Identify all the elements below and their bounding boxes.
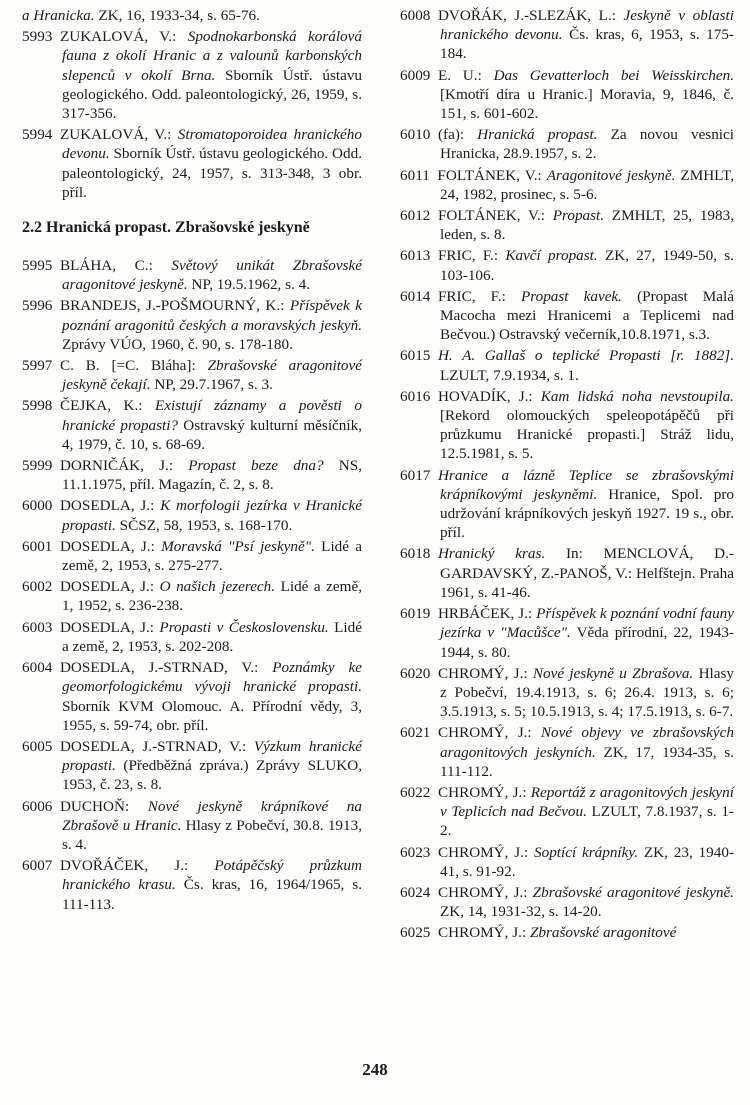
entry-number: 5993	[22, 28, 53, 46]
entry-details: ZK, 17, 1934-35, s. 111-112.	[440, 743, 734, 780]
entry-author: FOLTÁNEK, V.:	[437, 207, 553, 225]
entry-number: 6011	[400, 166, 430, 184]
entry-number: 6006	[22, 797, 53, 815]
bibliography-entry	[22, 456, 362, 494]
entry-details: [Rekord olomouckých speleopotápěčů při průzkumu Hranické propasti.] Stráž lidu, 12.5.1981, s. 5.	[440, 407, 734, 463]
entry-details: NS, 11.1.1975, příl. Magazín, č. 2, s. 8.	[62, 457, 362, 494]
bibliography-entry	[22, 737, 362, 795]
bibliography-entry	[400, 544, 734, 602]
entry-number: 6002	[22, 578, 53, 596]
bibliography-entry	[400, 883, 734, 921]
entry-author: HRBÁČEK, J.:	[437, 605, 537, 623]
entry-number: 6018	[400, 545, 431, 563]
entry-number: 6016	[400, 387, 431, 405]
entry-title: Propast kavek.	[520, 287, 622, 305]
bibliography-entry	[22, 797, 362, 855]
entry-details: Hlasy z Pobečví, 30.8. 1913, s. 4.	[62, 816, 362, 853]
entry-number: 6014	[400, 287, 431, 305]
bibliography-entry	[22, 296, 362, 354]
bibliography-entry	[22, 577, 362, 615]
entry-number: 6021	[400, 724, 431, 742]
entry-title: Jeskyně v oblasti hranického devonu.	[440, 7, 734, 44]
bibliography-entry	[400, 664, 734, 722]
entry-details: ZK, 23, 1940-41, s. 91-92.	[440, 843, 734, 880]
bibliography-entry	[22, 356, 362, 394]
bibliography-entry	[400, 466, 734, 543]
entry-author: DUCHOŇ:	[59, 797, 148, 815]
entry-title: Das Gevatterloch bei Weisskirchen.	[493, 66, 735, 84]
entry-details: (Předběžná zpráva.) Zprávy SLUKO, 1953, č. 23, s. 8.	[62, 757, 362, 794]
entry-number: 5996	[22, 297, 53, 315]
bibliography-entry	[400, 783, 734, 841]
entry-title: Reportáž z aragonitových jeskyní v Teplicích nad Bečvou.	[440, 783, 734, 821]
entry-author: CHROMÝ, J.:	[437, 664, 533, 682]
entry-author: DOSEDLA, J.:	[59, 618, 160, 636]
bibliography-entry	[400, 843, 734, 881]
entry-title: Poznámky ke geomorfologickému vývoji hranické propasti.	[62, 659, 362, 696]
entry-title: K morfologii jezírka v Hranické propasti.	[62, 497, 362, 534]
entry-title: Moravská "Psí jeskyně".	[161, 537, 315, 555]
entry-number: 6020	[400, 664, 431, 682]
entry-author: ZUKALOVÁ, V.:	[59, 28, 188, 46]
bibliography-entry	[400, 923, 734, 942]
entry-title: Příspěvek k poznání aragonitů českých a moravských jeskyň.	[62, 297, 362, 334]
bibliography-entry	[22, 537, 362, 575]
entry-number: 6008	[400, 7, 431, 24]
entry-author: DOSEDLA, J.:	[59, 537, 162, 555]
bibliography-entry	[400, 6, 734, 64]
entry-title: Hranický kras.	[437, 545, 546, 563]
entry-author: DVOŘÁK, J.-SLEZÁK, L.:	[437, 7, 624, 24]
entry-details: ZK, 14, 1931-32, s. 14-20.	[440, 903, 602, 921]
entry-number: 5998	[22, 397, 53, 415]
entry-title: Výzkum hranické propasti.	[62, 737, 362, 775]
entry-details: Sborník KVM Olomouc. A. Přírodní vědy, 3, 1955, s. 59-74, obr. příl.	[62, 697, 362, 734]
entry-details: Věda přírodní, 22, 1943-1944, s. 80.	[440, 624, 734, 661]
entry-title: Stromatoporoidea hranického devonu.	[62, 126, 362, 163]
entry-number: 6022	[400, 783, 431, 801]
entry-title: Zbrašovské aragonitové jeskyně.	[532, 883, 734, 901]
entry-number: 6013	[400, 247, 431, 265]
entry-title: Soptící krápníky.	[534, 843, 639, 861]
bibliography-entry	[22, 496, 362, 534]
entry-number: 5999	[22, 457, 53, 475]
entry-title: Zbrašovské aragonitové jeskyně čekají.	[62, 357, 363, 394]
entry-details: [Kmotří díra u Hranic.] Moravia, 9, 1846, č. 151, s. 601-602.	[440, 85, 734, 123]
bibliography-entry	[400, 206, 734, 244]
bibliography-entry	[400, 723, 734, 781]
entry-details: (Propast Malá Macocha mezi Hranicemi a Teplicemi nad Bečvou.) Ostravský večerník,10.8.1971, s.3.	[440, 287, 735, 344]
entry-title: O našich jezerech.	[159, 578, 276, 596]
entry-number: 6019	[400, 605, 431, 623]
entry-title: Propast beze dna?	[188, 457, 324, 475]
bibliography-entry	[22, 6, 362, 25]
entry-details: In: MENCLOVÁ, D.-GARDAVSKÝ, Z.-PANOŠ, V.: Helfštejn. Praha 1961, s. 41-46.	[440, 545, 734, 601]
entry-title: Kavčí propast.	[505, 247, 598, 265]
page-number: 248	[362, 1060, 388, 1079]
entry-details: Lidé a země, 2, 1953, s. 202-208.	[62, 618, 362, 655]
entry-details: LZULT, 7.8.1937, s. 1-2.	[440, 803, 734, 840]
bibliography-entry	[400, 166, 734, 204]
entry-author: E. U.:	[437, 66, 494, 84]
entry-title: Nové objevy ve zbrašovských aragonitových jeskyních.	[440, 724, 734, 761]
left-column	[22, 6, 362, 916]
entry-author: CHROMÝ, J.:	[437, 883, 533, 901]
entry-title: H. A. Gallaš o teplické Propasti [r. 1882].	[437, 347, 734, 365]
entry-author: FRIC, F.:	[437, 287, 521, 305]
entry-details: Sborník Ústř. ústavu geologického. Odd. paleontologický, 24, 1957, s. 313-348, 3 obr. příl.	[62, 145, 362, 201]
entry-author: ČEJKA, K.:	[59, 397, 156, 415]
entry-details: NP, 19.5.1962, s. 4.	[187, 276, 311, 294]
bibliography-entry	[400, 125, 734, 163]
entry-author: CHROMÝ, J.:	[437, 843, 534, 861]
entry-number: 6024	[400, 883, 431, 901]
entry-number: 6003	[22, 618, 53, 636]
entry-number: 6009	[400, 66, 431, 84]
bibliography-entry	[400, 246, 734, 284]
entry-author: FOLTÁNEK, V.:	[437, 166, 547, 184]
entry-number: 6023	[400, 843, 431, 861]
entry-author: DOSEDLA, J.:	[59, 578, 160, 596]
entry-number: 6007	[22, 857, 53, 875]
entry-number: 6012	[400, 207, 431, 225]
entry-title: Spodnokarbonská korálová fauna z okolí Hranic a z valounů karbonských slepenců v okolí Brna.	[62, 28, 362, 84]
entry-author: DVOŘÁČEK, J.:	[59, 857, 215, 875]
entry-title: Hranická propast.	[477, 126, 598, 144]
entry-details: Zprávy VÚO, 1960, č. 90, s. 178-180.	[62, 335, 293, 353]
right-column	[400, 6, 734, 945]
entry-details: Čs. kras, 6, 1953, s. 175-184.	[440, 26, 734, 63]
entry-details: Lidé a země, 2, 1953, s. 275-277.	[62, 537, 362, 575]
entry-number: 5994	[22, 126, 53, 144]
entry-title: a Hranicka.	[22, 7, 95, 24]
entry-number: 6017	[400, 466, 431, 484]
entry-number: 6005	[22, 737, 53, 755]
entry-details: Lidé a země, 1, 1952, s. 236-238.	[62, 578, 362, 615]
bibliography-entry	[22, 658, 362, 735]
entry-number: 5995	[22, 257, 53, 275]
entry-author: BRANDEJS, J.-POŠMOURNÝ, K.:	[59, 297, 290, 315]
entry-author: C. B. [=C. Bláha]:	[59, 357, 208, 375]
bibliography-entry	[22, 27, 362, 123]
entry-author: DOSEDLA, J.:	[59, 497, 161, 515]
entry-details: ZK, 27, 1949-50, s. 103-106.	[440, 247, 734, 284]
entry-details: Sborník Ústř. ústavu geologického. Odd. paleontologický, 26, 1959, s. 317-356.	[62, 66, 363, 123]
bibliography-entry	[22, 256, 362, 294]
entry-details: ZK, 16, 1933-34, s. 65-76.	[94, 7, 260, 24]
entry-title: Nové jeskyně krápníkové na Zbrašově u Hranic.	[62, 797, 362, 834]
entry-details: Ostravský kulturní měsíčník, 4, 1979, č. 10, s. 68-69.	[62, 416, 362, 453]
entry-number: 6001	[22, 537, 53, 555]
bibliography-entry	[22, 618, 362, 656]
entry-number: 6000	[22, 497, 53, 515]
entry-details: Hranice, Spol. pro udržování krápníkových jeskyň 1927. 19 s., obr. příl.	[440, 485, 734, 542]
bibliography-entry	[400, 604, 734, 662]
bibliography-entry	[400, 387, 734, 464]
entry-title: Potápěčský průzkum hranického krasu.	[62, 857, 362, 894]
entry-author: DOSEDLA, J.-STRNAD, V.:	[59, 659, 273, 677]
entry-title: Zbrašovské aragonitové	[529, 924, 677, 942]
entry-details: NP, 29.7.1967, s. 3.	[150, 376, 273, 394]
entry-author: HOVADÍK, J.:	[437, 387, 541, 405]
entry-number: 5997	[22, 357, 53, 375]
entry-author: DORNIČÁK, J.:	[59, 457, 189, 475]
bibliography-entry	[22, 856, 362, 914]
entry-author: DOSEDLA, J.-STRNAD, V.:	[59, 737, 254, 755]
entry-details: Za novou vesnici Hranicka, 28.9.1957, s. 2.	[440, 126, 734, 163]
entry-author: CHROMÝ, J.:	[437, 724, 541, 742]
entry-author: FRIC, F.:	[437, 247, 506, 265]
bibliography-entry	[22, 396, 362, 454]
section-heading: 2.2 Hranická propast. Zbrašovské jeskyně	[22, 219, 310, 237]
entry-author: CHROMÝ, J.:	[437, 924, 530, 942]
entry-details: LZULT, 7.9.1934, s. 1.	[440, 366, 579, 384]
entry-title: Aragonitové jeskyně.	[546, 166, 676, 184]
entry-details: Čs. kras, 16, 1964/1965, s. 111-113.	[62, 876, 362, 913]
entry-number: 6025	[400, 924, 431, 942]
entry-details: Hlasy z Pobečví, 19.4.1913, s. 6; 26.4. 1913, s. 6; 3.5.1913, s. 5; 10.5.1913, s. 4; 17.5.1913, s. 6-7.	[440, 664, 734, 721]
bibliography-entry	[400, 346, 734, 384]
entry-author: BLÁHA, C.:	[59, 257, 172, 275]
entry-title: Propast.	[552, 207, 605, 225]
bibliography-entry	[400, 66, 734, 124]
entry-title: Hranice a lázně Teplice se zbrašovskými krápníkovými jeskyněmi.	[437, 466, 734, 503]
entry-title: Nové jeskyně u Zbrašova.	[532, 664, 694, 682]
bibliography-entry	[400, 287, 734, 345]
entry-title: Propasti v Československu.	[159, 618, 329, 636]
entry-title: Příspěvek k poznání vodní fauny jezírka v "Macůšce".	[440, 605, 734, 642]
entry-number: 6010	[400, 126, 431, 144]
entry-author: CHROMÝ, J.:	[437, 783, 531, 801]
entry-author: (fa):	[437, 126, 478, 144]
entry-number: 6015	[400, 347, 431, 365]
entry-title: Existují záznamy a pověsti o hranické propasti?	[62, 397, 362, 434]
entry-details: SČSZ, 58, 1953, s. 168-170.	[115, 516, 293, 534]
entry-details: ZMHLT, 25, 1983, leden, s. 8.	[440, 207, 734, 244]
entry-title: Světový unikát Zbrašovské aragonitové jeskyně.	[62, 257, 362, 294]
entry-details: ZMHLT, 24, 1982, prosinec, s. 5-6.	[440, 166, 735, 203]
entry-number: 6004	[22, 659, 53, 677]
entry-author: ZUKALOVÁ, V.:	[59, 126, 178, 144]
entry-title: Kam lidská noha nevstoupila.	[540, 387, 734, 405]
bibliography-entry	[22, 125, 362, 202]
